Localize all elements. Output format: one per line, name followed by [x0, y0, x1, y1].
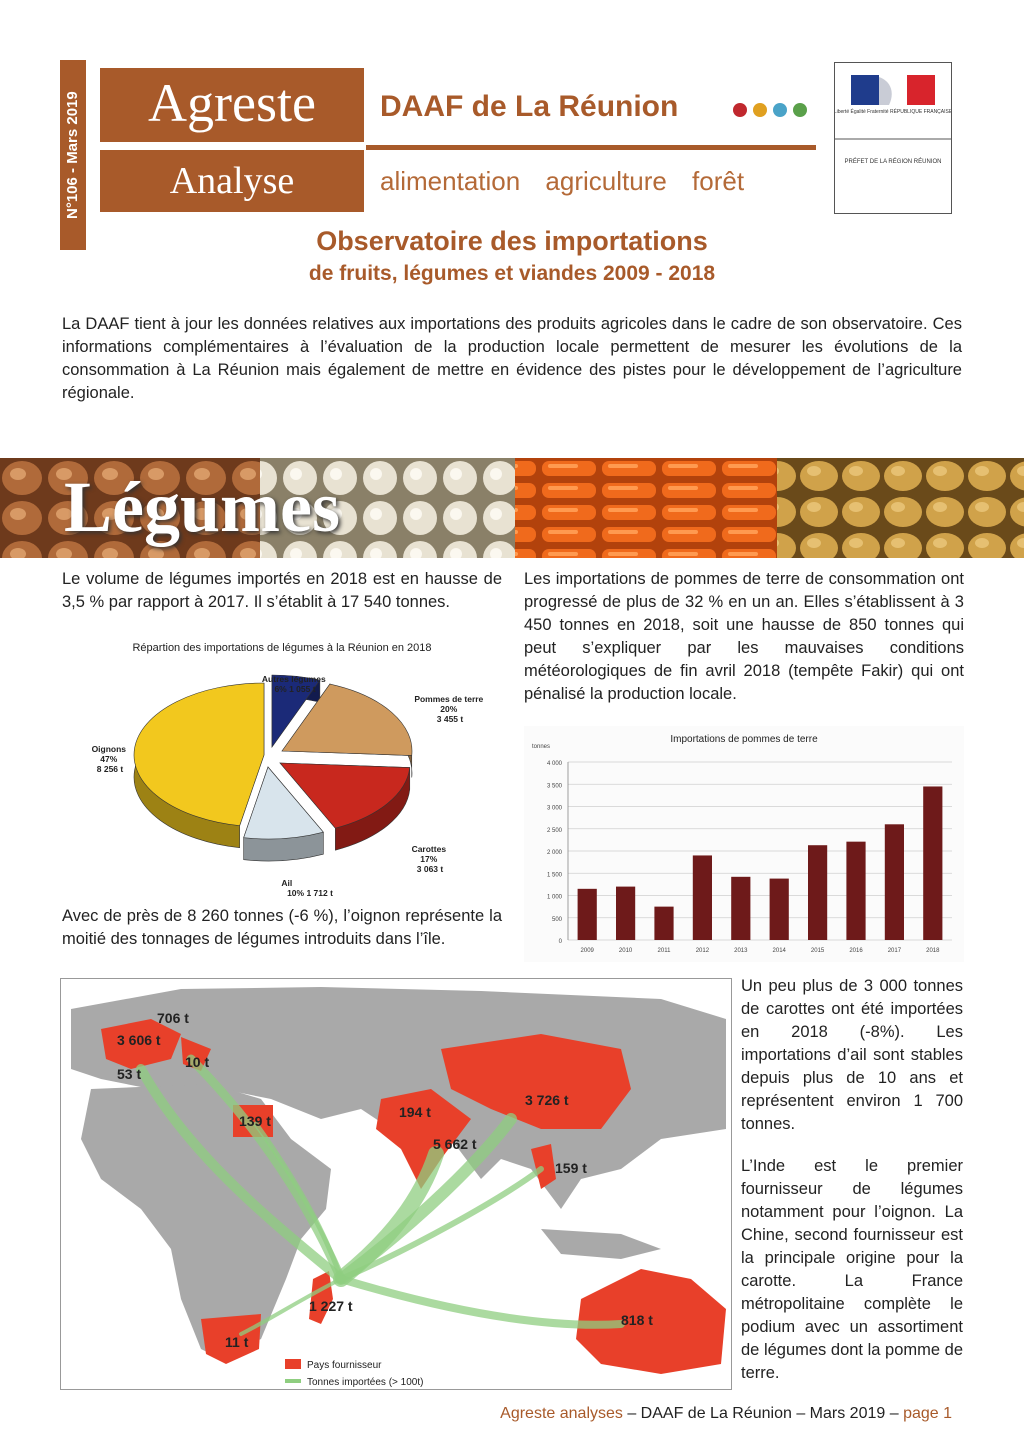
map-label: 53 t: [117, 1066, 142, 1082]
issue-number: N°106 - Mars 2019: [60, 60, 86, 250]
bar-xtick-label: 2010: [618, 948, 633, 954]
carrot-garlic-paragraph: Un peu plus de 3 000 tonnes de carottes ont été importées en 2018 (-8%). Les importations d’ail sont stables depuis plus de 10 ans et représentent environ 1 700 tonnes.: [741, 977, 963, 1133]
logo-bottom-text: PRÉFET DE LA RÉGION RÉUNION: [844, 159, 942, 165]
bar-chart: [524, 726, 964, 962]
pie-label-oignons: Oignons 47% 8 256 t: [91, 744, 127, 774]
bar-ytick-label: 1 000: [546, 894, 562, 901]
bar-2018: [923, 786, 942, 940]
brand-dot-red: [733, 103, 747, 117]
bar-chart-ylabel: tonnes: [532, 744, 551, 750]
map-label: 159 t: [555, 1160, 587, 1176]
pie-label-ail: Ail 10% 1 712 t: [281, 878, 333, 898]
map-label: 3 606 t: [117, 1032, 161, 1048]
footer-page: page 1: [903, 1405, 952, 1422]
tagline: alimentation agriculture forêt: [380, 166, 745, 196]
pie-slices: [134, 675, 412, 861]
bar-chart-title: Importations de pommes de terre: [670, 734, 818, 745]
bar-2012: [693, 855, 712, 940]
page-title: Observatoire des importations: [316, 226, 708, 256]
map-label: 5 662 t: [433, 1136, 477, 1152]
brand-dot-blue: [773, 103, 787, 117]
bar-xtick-label: 2017: [887, 948, 902, 954]
page-footer: [0, 1405, 952, 1423]
map-label: 1 227 t: [309, 1298, 353, 1314]
legend-flow-label: Tonnes importées (> 100t): [307, 1377, 424, 1388]
bar-2013: [731, 877, 750, 940]
world-map-icon: [61, 979, 731, 1389]
bar-ytick-label: 3 500: [546, 783, 562, 790]
pie-label-autres: Autres légumes 6% 1 055 t: [261, 674, 326, 694]
header-rule: [366, 145, 816, 150]
bar-2014: [770, 879, 789, 940]
pie-label-carottes: Carottes 17% 3 063 t: [411, 844, 447, 874]
vegetables-volume-paragraph: Le volume de légumes importés en 2018 est en hausse de 3,5 % par rapport à 2017. Il s’établit à 17 540 tonnes.: [62, 570, 502, 611]
bar-xtick-label: 2016: [849, 948, 863, 954]
legend-supplier-label: Pays fournisseur: [307, 1360, 382, 1371]
suppliers-paragraph: L’Inde est le premier fournisseur de légumes notamment pour l’oignon. La Chine, second fournisseur est la principale origine pour la carotte. La France métropolitaine complète le podium avec un assortiment de légumes dont la pomme de terre.: [741, 1157, 963, 1382]
section-title: Légumes: [64, 467, 340, 547]
potato-paragraph: Les importations de pommes de terre de consommation ont progressé de plus de 32 % en un an. Elles s’établissent à 3 450 tonnes en 2018, soit une hausse de 850 tonnes qui peut s’expliquer par les mauvaises conditions météorologiques de fin avril 2018 (tempête Fakir) qui ont pénalisé la production locale.: [524, 570, 964, 703]
footer-middle: – DAAF de La Réunion – Mars 2019 –: [622, 1405, 904, 1422]
footer-brand: Agreste analyses: [500, 1405, 623, 1422]
bar-2009: [578, 889, 597, 940]
bar-xtick-label: 2012: [695, 948, 710, 954]
logo-top-text: Liberté Égalité Fraternité RÉPUBLIQUE FRANÇAISE: [835, 109, 951, 115]
bar-ytick-label: 1 500: [546, 872, 562, 879]
bar-2015: [808, 845, 827, 940]
series-title: Analyse: [100, 150, 364, 212]
bar-ytick-label: 500: [551, 916, 562, 923]
onion-paragraph: Avec de près de 8 260 tonnes (-6 %), l’oignon représente la moitié des tonnages de légumes introduits dans l’île.: [62, 907, 502, 948]
map-label: 194 t: [399, 1104, 431, 1120]
brand-dot-green: [793, 103, 807, 117]
brand-dot-yellow: [753, 103, 767, 117]
pie-label-pommes: Pommes de terre 20% 3 455 t: [414, 694, 484, 724]
bar-ytick-label: 0: [558, 939, 562, 945]
map-label: 11 t: [225, 1334, 249, 1350]
map-label: 818 t: [621, 1312, 653, 1328]
bar-xtick-label: 2018: [926, 948, 940, 954]
bar-2010: [616, 887, 635, 940]
brand-title: Agreste: [100, 68, 364, 142]
intro-paragraph: La DAAF tient à jour les données relatives aux importations des produits agricoles dans le cadre de son observatoire. Ces informations complémentaires à l’évaluation de la production locale permettent de mesurer les évolutions de la consommation à La Réunion mais également de mettre en évidence des pistes pour le développement de l’agriculture régionale.: [62, 315, 962, 402]
pie-chart: [62, 660, 502, 905]
map-label: 706 t: [157, 1010, 189, 1026]
import-flows-map: [60, 978, 732, 1390]
bar-2016: [846, 842, 865, 940]
bar-ytick-label: 4 000: [546, 761, 562, 767]
bar-xtick-label: 2013: [734, 948, 748, 954]
bar-ytick-label: 2 000: [546, 850, 562, 856]
map-label: 3 726 t: [525, 1092, 569, 1108]
page-subtitle: de fruits, légumes et viandes 2009 - 2018: [308, 262, 716, 285]
bar-2017: [885, 824, 904, 940]
bar-xtick-label: 2011: [657, 948, 671, 954]
map-label: 10 t: [185, 1054, 210, 1070]
bar-2011: [654, 907, 673, 940]
bar-ytick-label: 3 000: [546, 805, 562, 812]
pie-chart-title: Répartion des importations de légumes à la Réunion en 2018: [132, 642, 432, 654]
org-title: DAAF de La Réunion: [380, 90, 679, 123]
bar-xtick-label: 2014: [772, 948, 786, 954]
bar-xtick-label: 2009: [580, 948, 594, 954]
bar-xtick-label: 2015: [810, 948, 825, 954]
prefecture-logo: [834, 62, 952, 214]
legend-supplier-swatch: [285, 1359, 301, 1369]
map-label: 139 t: [239, 1113, 271, 1129]
bar-ytick-label: 2 500: [546, 827, 562, 834]
marianne-logo-icon: [835, 63, 951, 213]
